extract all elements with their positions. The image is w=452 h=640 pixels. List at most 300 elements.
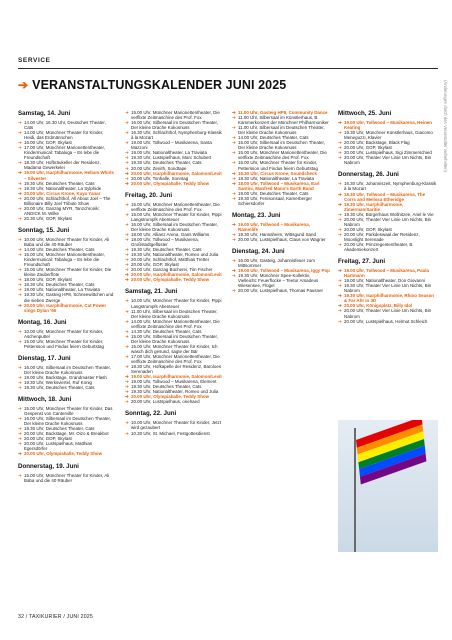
arrow-right-icon: ➔ xyxy=(18,364,22,370)
event-text: 20.00 Uhr, Lustspielhaus, Sigi Zimmerschied xyxy=(344,150,432,156)
arrow-right-icon: ➔ xyxy=(338,226,342,232)
event-text: 20.00 Uhr, Königsplatz, Billy Idol xyxy=(344,303,413,309)
arrow-right-icon: ➔ xyxy=(125,328,129,334)
arrow-right-icon: ➔ xyxy=(232,273,236,279)
arrow-right-icon: ➔ xyxy=(18,277,22,283)
event-item xyxy=(18,416,115,426)
event-text: 19.30 Uhr, Deutsches Theater, Cats xyxy=(131,384,202,390)
arrow-right-icon: ➔ xyxy=(125,308,129,314)
arrow-right-icon: ➔ xyxy=(18,78,29,92)
arrow-right-icon: ➔ xyxy=(125,399,129,405)
event-text: 16.00 Uhr, Silbersaal im Deutschen Theater, Der kleine Drache Kokosnuss xyxy=(131,120,218,131)
event-text: 14.00 Uhr, Münchner Marionettentheater, Die verflixte Zeitmaschine des Prof. Fox xyxy=(131,318,220,329)
calendar-column-3 xyxy=(232,110,330,299)
event-text: 19.00 Uhr, Tollwood – Musikarena, Santa Mazzoni xyxy=(131,140,212,151)
event-text: 19.30 Uhr, Theater Vier Linie Um Nichts, Bin Nabrom xyxy=(344,283,432,294)
event-item xyxy=(232,140,330,150)
event-item xyxy=(338,202,438,212)
arrow-right-icon: ➔ xyxy=(125,272,129,278)
arrow-right-icon: ➔ xyxy=(338,303,342,309)
event-text: 16.30 Uhr, Schlachthof, Nymphenburg-Klassik à la Mozart xyxy=(131,130,222,141)
arrow-right-icon: ➔ xyxy=(125,252,129,258)
arrow-right-icon: ➔ xyxy=(125,155,129,161)
arrow-right-icon: ➔ xyxy=(18,385,22,391)
event-item xyxy=(232,160,330,170)
event-item xyxy=(125,202,223,212)
day-section xyxy=(125,410,223,435)
arrow-right-icon: ➔ xyxy=(18,338,22,344)
arrow-right-icon: ➔ xyxy=(18,195,22,201)
event-item xyxy=(18,451,115,456)
day-heading: Donnerstag, 19. Juni xyxy=(18,462,79,470)
arrow-right-icon: ➔ xyxy=(18,170,22,176)
arrow-right-icon: ➔ xyxy=(18,180,22,186)
arrow-right-icon: ➔ xyxy=(18,441,22,447)
event-item xyxy=(125,399,223,404)
arrow-right-icon: ➔ xyxy=(338,155,342,161)
arrow-right-icon: ➔ xyxy=(125,257,129,263)
event-text: 19.00 Uhr, Tollwood – Musikarena, Paula Hartmann xyxy=(344,268,429,279)
event-text: 20.00 Uhr, Lustspielhaus, Matthias Egersdörfer xyxy=(24,441,93,452)
event-item xyxy=(18,292,115,302)
arrow-right-icon: ➔ xyxy=(125,180,129,186)
event-item xyxy=(232,222,330,232)
event-item xyxy=(18,196,115,206)
arrow-right-icon: ➔ xyxy=(125,247,129,253)
arrow-right-icon: ➔ xyxy=(18,145,22,151)
arrow-right-icon: ➔ xyxy=(338,241,342,247)
event-text: 19.30 Uhr, Deutsches Theater, Cats xyxy=(24,180,95,186)
day-heading: Dienstag, 17. Juni xyxy=(18,354,71,362)
event-text: 20.00 Uhr, Prinzregententheater, B. Akademiekonzert xyxy=(344,241,414,253)
event-text: 20.00 Uhr, GOP, Skylast xyxy=(344,145,392,151)
event-text: 19.00 Uhr, Isarphilharmonie, Helium Whirls – Silvester xyxy=(24,170,115,181)
day-section xyxy=(125,192,223,283)
arrow-right-icon: ➔ xyxy=(338,293,342,299)
event-item xyxy=(18,130,115,140)
arrow-right-icon: ➔ xyxy=(18,416,22,422)
arrow-right-icon: ➔ xyxy=(18,140,22,146)
event-item xyxy=(338,120,438,130)
arrow-right-icon: ➔ xyxy=(338,278,342,284)
event-text: 20.00 Uhr, Schlachthof, All About Joel – The Billionaire Billy Joel Tribute Show xyxy=(24,195,111,206)
event-text: 15.00 Uhr, Münchner Theater für Kinder, Ich wasch dich gesund, sagte der Bär xyxy=(131,343,218,354)
event-text: 15.00 Uhr, Münchner Theater für Kinder, Pettersson und Findus feiern Geburtstag xyxy=(24,338,104,349)
arrow-right-icon: ➔ xyxy=(338,150,342,156)
day-heading: Montag, 16. Juni xyxy=(18,318,67,326)
day-heading: Freitag, 27. Juni xyxy=(338,258,386,266)
arrow-right-icon: ➔ xyxy=(18,190,22,196)
event-item xyxy=(125,344,223,354)
event-item xyxy=(232,150,330,160)
event-text: 20.00 Uhr, Backstage, Mr. Oizo & Breakbot xyxy=(24,431,109,437)
calendar-column-1 xyxy=(18,110,115,489)
event-text: 11.00 Uhr, Silbersaal im Künstlerhaus, B. Kammerkonzert der Münchner Philharmoniker xyxy=(238,115,329,126)
event-text: 14.00 Uhr, Deutsches Theater, Cats xyxy=(24,247,95,253)
arrow-right-icon: ➔ xyxy=(125,343,129,349)
rainbow-flag-photo xyxy=(338,420,438,552)
arrow-right-icon: ➔ xyxy=(18,236,22,242)
arrow-right-icon: ➔ xyxy=(18,426,22,432)
arrow-right-icon: ➔ xyxy=(18,252,22,258)
arrow-right-icon: ➔ xyxy=(232,170,236,176)
page-footer: 32 / TAXIKURIER / JUNI 2025 xyxy=(18,614,93,620)
day-heading: Mittwoch, 25. Juni xyxy=(338,110,392,117)
arrow-right-icon: ➔ xyxy=(125,379,129,385)
event-text: 15.00 Uhr, Münchner Theater für Kinder, Ali Baba und die 40 Räuber xyxy=(24,472,110,483)
arrow-right-icon: ➔ xyxy=(125,277,129,283)
arrow-right-icon: ➔ xyxy=(338,283,342,289)
event-item xyxy=(18,365,115,375)
arrow-right-icon: ➔ xyxy=(125,231,129,237)
arrow-right-icon: ➔ xyxy=(18,328,22,334)
arrow-right-icon: ➔ xyxy=(125,333,129,339)
arrow-right-icon: ➔ xyxy=(18,282,22,288)
event-text: 15.00 Uhr, Silbersaal im Deutschen Theater, Der kleine Drache Kokosnuss xyxy=(131,333,218,344)
arrow-right-icon: ➔ xyxy=(125,110,129,115)
event-item xyxy=(125,431,223,436)
event-text: 19.30 Uhr, Münchner Spee-Kollektiv, Vielleicht: Feuerflocke – Teetur Amadeus Wiesensee, Flügel xyxy=(238,273,319,289)
arrow-right-icon: ➔ xyxy=(18,436,22,442)
event-text: 20.00 Uhr, GOP, Skylast xyxy=(131,262,179,268)
arrow-right-icon: ➔ xyxy=(125,175,129,181)
arrow-right-icon: ➔ xyxy=(18,130,22,136)
arrow-right-icon: ➔ xyxy=(18,302,22,308)
arrow-right-icon: ➔ xyxy=(18,160,22,166)
event-text: 15.00 Uhr, Münchner Theater für Kinder, Die kleine Zauberflöte xyxy=(24,267,112,278)
event-item xyxy=(18,385,115,390)
event-text: 20.00 Uhr, Isarphilharmonie, Cat Power sings Dylan '66 xyxy=(24,302,107,313)
event-text: 11.00 Uhr, Silbersaal im Deutschen Theater, Der kleine Drache Kokosnuss xyxy=(238,125,325,136)
event-text: 20.00 Uhr, Circus Krone, Kaya Yanar xyxy=(24,190,101,196)
event-text: 20.00 Uhr, Lustspielhaus, Thomas Pausner xyxy=(238,288,324,294)
arrow-right-icon: ➔ xyxy=(125,353,129,359)
arrow-right-icon: ➔ xyxy=(18,267,22,273)
arrow-right-icon: ➔ xyxy=(125,160,129,166)
event-text: 20.00 Uhr, Schlachthof, Matthias Tretter xyxy=(131,257,210,263)
arrow-right-icon: ➔ xyxy=(232,195,236,201)
event-text: 18.00 Uhr, Allianz Arena, Gans Williams xyxy=(131,231,210,237)
section-label: SERVICE xyxy=(18,57,51,64)
event-text: 10.30 Uhr, St. Michael, Festgottesdienst xyxy=(131,430,210,436)
event-item xyxy=(125,319,223,329)
event-text: 10.00 Uhr, Münchner Theater für Kinder, Aschenputtel xyxy=(24,328,104,339)
event-item xyxy=(125,298,223,308)
event-text: 15.00 Uhr, Münchner Marionettentheater, Kindermusical: Tabaluga – Es lebe die Freundschaft xyxy=(24,252,105,268)
event-text: 10.00 Uhr, Münchner Theater für Kinder, Pippi Langstrumpfs Abenteuer xyxy=(131,298,222,309)
event-item xyxy=(125,181,223,186)
day-section xyxy=(125,110,223,186)
arrow-right-icon: ➔ xyxy=(125,430,129,436)
event-text: 19.30 Uhr, Deutsches Theater, Cats xyxy=(131,160,202,166)
event-text: 15.00 Uhr, Münchner Theater für Kinder, Pippi Langstrumpfs Abenteuer xyxy=(131,211,222,222)
arrow-right-icon: ➔ xyxy=(338,191,342,197)
event-item xyxy=(125,354,223,364)
event-text: 20.00 Uhr, Isarphilharmonie, Salomon/Levit xyxy=(131,272,222,278)
event-text: 19.00 Uhr, Backstage, Grandmaster Flash xyxy=(24,374,107,380)
arrow-right-icon: ➔ xyxy=(125,262,129,268)
day-section xyxy=(232,212,330,242)
arrow-right-icon: ➔ xyxy=(125,298,129,304)
arrow-right-icon: ➔ xyxy=(338,145,342,151)
arrow-right-icon: ➔ xyxy=(125,384,129,390)
event-text: 19.00 Uhr, Nationaltheater, Don Giovanni xyxy=(344,278,425,284)
event-text: 19.00 Uhr, Tollwood – Musikarena, Rammlife xyxy=(238,221,310,232)
event-item xyxy=(18,120,115,130)
day-section xyxy=(338,110,438,165)
event-item xyxy=(338,319,438,324)
calendar-column-2 xyxy=(125,110,223,442)
arrow-right-icon: ➔ xyxy=(338,231,342,237)
event-item xyxy=(232,237,330,242)
event-item xyxy=(125,222,223,232)
event-item xyxy=(232,125,330,135)
event-text: 20.00 Uhr, Parkdeswaal der Residenz, Moonlight Serenade xyxy=(344,231,420,242)
event-text: 14.00 Uhr, Münchner Theater für Kinder, Heidi, das Erdmännchen xyxy=(24,130,104,141)
event-text: 16.30 Uhr, Circus Krone, Soundcheck xyxy=(238,170,317,176)
arrow-right-icon: ➔ xyxy=(338,140,342,146)
arrow-right-icon: ➔ xyxy=(125,130,129,136)
arrow-right-icon: ➔ xyxy=(125,389,129,395)
arrow-right-icon: ➔ xyxy=(338,181,342,187)
event-text: 19.00 Uhr, Nationaltheater, La Traviata xyxy=(24,287,100,293)
event-text: 20.00 Uhr, Theater Vier Linie Um Nichts, Bin Nabrom xyxy=(344,216,432,227)
event-text: 19.30 Uhr, Isarphilharmonie, Zimerman/Saritie xyxy=(344,201,404,212)
event-text: 18.30 Uhr, Nationaltheater, La Traviata xyxy=(238,175,314,181)
event-text: 17.00 Uhr, Münchner Marionettentheater, Die verflixte Zeitmaschine des Prof. Fox xyxy=(131,353,220,365)
event-text: 19.30 Uhr, Hansaheim, Wittsgund Sand xyxy=(238,231,316,237)
arrow-right-icon: ➔ xyxy=(125,165,129,171)
arrow-right-icon: ➔ xyxy=(125,120,129,126)
event-text: 20.00 Uhr, GOP, Skylast xyxy=(344,226,392,232)
arrow-right-icon: ➔ xyxy=(18,205,22,211)
event-item xyxy=(125,110,223,120)
day-section xyxy=(18,227,115,313)
arrow-right-icon: ➔ xyxy=(125,211,129,217)
event-text: 15.00 Uhr, Münchner Marionettentheater, Die verflixte Zeitmaschine des Prof. Fox xyxy=(131,110,220,121)
event-text: 19.30 Uhr, Münchner Künstlerhaus, Giacomo Meneguzzi, Klavier xyxy=(344,130,433,141)
event-item xyxy=(125,309,223,319)
day-section xyxy=(338,258,438,324)
day-heading: Montag, 23. Juni xyxy=(232,211,281,219)
arrow-right-icon: ➔ xyxy=(232,288,236,294)
event-item xyxy=(338,242,438,252)
event-text: 18.30 Uhr, Tollwood – Musikarena, The Corrs and Melissa Etheridge xyxy=(344,191,426,202)
event-item xyxy=(232,273,330,288)
event-item xyxy=(18,406,115,416)
event-item xyxy=(125,120,223,130)
event-item xyxy=(18,329,115,339)
day-heading: Sonntag, 15. Juni xyxy=(18,226,70,234)
day-heading: Samstag, 14. Juni xyxy=(18,110,71,117)
event-text: 20.00 Uhr, Lustspielhaus, onehaed xyxy=(131,399,200,405)
event-text: 16.00 Uhr, Silbersaal im Deutschen Theater, Der kleine Drache Kokosnuss xyxy=(131,221,218,232)
day-heading: Freitag, 20. Juni xyxy=(125,191,173,199)
event-text: 19.30 Uhr, Fenisonsaal, Kamerberger Schiersdorfer xyxy=(238,195,312,206)
day-section xyxy=(18,319,115,349)
event-text: 19.00 Uhr, Tollwood – Musikarena, Heinen Keating xyxy=(344,120,432,131)
event-text: 20.00 Uhr, Tonhalle, Sonntag xyxy=(131,175,189,181)
event-text: 19.30 Uhr, Lustspielhaus, Marc Schubert xyxy=(131,155,212,161)
page-title xyxy=(18,78,286,92)
event-text: 11.00 Uhr, Gasteig HP8, Community Dance xyxy=(238,110,328,115)
event-text: 19.30 Uhr, Nationaltheater, Romeo und Julia xyxy=(131,389,219,395)
event-text: 20.30 Uhr, GOP, Skylast xyxy=(24,215,72,221)
event-item xyxy=(18,339,115,349)
event-text: 16.30 Uhr, Johanniszeit, Nymphenburg-Klassik à la Mozart xyxy=(344,181,437,192)
arrow-right-icon: ➔ xyxy=(232,160,236,166)
event-text: 20.00 Uhr, Lustspielhaus, Helmut Schleich xyxy=(344,318,428,324)
event-text: 20.00 Uhr, Olympiahalle, Teddy Show xyxy=(131,277,210,283)
day-heading: Mittwoch, 18. Juni xyxy=(18,396,72,404)
arrow-right-icon: ➔ xyxy=(338,216,342,222)
event-item xyxy=(18,267,115,277)
event-item xyxy=(125,334,223,344)
event-text: 20.00 Uhr, Theater Vier Linie Um Nichts, Bin Nabrom xyxy=(344,308,432,319)
arrow-right-icon: ➔ xyxy=(232,180,236,186)
arrow-right-icon: ➔ xyxy=(125,364,129,370)
arrow-right-icon: ➔ xyxy=(232,140,236,146)
event-text: 16.00 Uhr, Münchner Theater für Kinder, Pettersson und Findus feiern Geburtstag xyxy=(238,160,318,171)
event-item xyxy=(18,160,115,170)
event-item xyxy=(232,196,330,206)
calendar-column-4 xyxy=(338,110,438,330)
event-item xyxy=(338,130,438,140)
arrow-right-icon: ➔ xyxy=(338,318,342,324)
event-item xyxy=(18,206,115,216)
event-item xyxy=(338,217,438,227)
event-text: 19.00 Uhr, Nationaltheater, La Traviata xyxy=(131,150,207,156)
event-item xyxy=(125,237,223,247)
event-item xyxy=(125,212,223,222)
event-text: 18.30 Uhr, Deutsches Theater, Cats xyxy=(24,282,95,288)
event-text: 20.00 Uhr, Isarphilharmonie, Salomon/Levit xyxy=(131,170,222,176)
arrow-right-icon: ➔ xyxy=(125,150,129,156)
event-item xyxy=(125,140,223,150)
arrow-right-icon: ➔ xyxy=(18,292,22,298)
arrow-right-icon: ➔ xyxy=(125,267,129,273)
event-text: 18.00 Uhr, Tollwood – Musikarena, Großstadtgeflüster xyxy=(131,237,199,248)
event-text: 18.30 Uhr, Hofkapelle der Residenz, Baroloes Serenaden xyxy=(131,364,222,375)
event-text: 14.00 Uhr, Deutsches Theater, Cats xyxy=(238,135,309,141)
event-item xyxy=(338,181,438,191)
event-text: 20.00 Uhr, Backstage, Black Flag xyxy=(344,140,410,146)
event-text: 19.30 Uhr, Isarphilharmonie, Rhino Season & Far Ahr in 3D xyxy=(344,293,435,304)
event-text: 15.00 Uhr, Silbersaal im Deutschen Theater, Der kleine Drache Kokosnuss xyxy=(238,140,325,151)
event-text: 19.00 Uhr, Isarphilharmonie, Salomon/Levit xyxy=(131,374,222,380)
arrow-right-icon: ➔ xyxy=(18,379,22,385)
event-item xyxy=(338,268,438,278)
day-heading: Donnerstag, 26. Juni xyxy=(338,171,399,179)
section-divider xyxy=(18,68,438,69)
arrow-right-icon: ➔ xyxy=(232,190,236,196)
event-text: 19.30 Uhr, Deutsches Theater, Cats xyxy=(131,247,202,253)
event-item xyxy=(18,237,115,247)
event-item xyxy=(338,308,438,318)
event-item xyxy=(18,303,115,313)
day-heading: Dienstag, 24. Juni xyxy=(232,248,285,256)
arrow-right-icon: ➔ xyxy=(125,374,129,380)
arrow-right-icon: ➔ xyxy=(338,130,342,136)
event-text: 18.00 Uhr, Tollwood – Musikarena, Earl Santini, Manfred Mann's Earth Band xyxy=(238,180,320,191)
event-text: 15.00 Uhr, Münchner Theater für Kinder, Das Gespenst von Canterville xyxy=(24,406,113,417)
event-text: 14.30 Uhr, Deutsches Theater, Cats xyxy=(131,328,202,334)
day-section xyxy=(232,110,330,206)
arrow-right-icon: ➔ xyxy=(18,215,22,221)
event-item xyxy=(232,181,330,191)
event-text: 19.30 Uhr, Nationaltheater, La Sylphide xyxy=(24,185,102,191)
arrow-right-icon: ➔ xyxy=(338,308,342,314)
arrow-right-icon: ➔ xyxy=(125,237,129,243)
arrow-right-icon: ➔ xyxy=(125,420,129,426)
event-item xyxy=(338,155,438,165)
event-text: 20.00 Uhr, Olympiahalle, Teddy Show xyxy=(131,180,210,186)
event-item xyxy=(232,258,330,268)
arrow-right-icon: ➔ xyxy=(18,120,22,125)
arrow-right-icon: ➔ xyxy=(232,150,236,156)
event-text: 19.00 Uhr, Tollwood – Musikarena, Element xyxy=(131,379,217,385)
event-text: 16.00 Uhr, Gasteig, Johannisfeuer zum Mittsommer xyxy=(238,258,315,269)
event-text: 20.00 Uhr, Olympiahalle, Teddy Show xyxy=(131,394,210,400)
day-section xyxy=(232,248,330,293)
event-text: 20.00 Uhr, Zenith, Sondtape xyxy=(131,165,187,171)
day-section xyxy=(18,355,115,390)
arrow-right-icon: ➔ xyxy=(232,231,236,237)
event-item xyxy=(18,216,115,221)
event-text: 18.30 Uhr, Hofbräukeller der Residenz, Madama Gewerkelei xyxy=(24,160,101,171)
event-item xyxy=(338,232,438,242)
arrow-right-icon: ➔ xyxy=(125,201,129,207)
event-text: 18.00 Uhr, GOP, Skylast xyxy=(24,277,72,283)
event-item xyxy=(232,115,330,125)
event-item xyxy=(125,420,223,430)
event-item xyxy=(125,364,223,374)
arrow-right-icon: ➔ xyxy=(18,431,22,437)
arrow-right-icon: ➔ xyxy=(125,318,129,324)
event-text: 14.00 Uhr, 16.30 Uhr, Deutsches Theater, Cats xyxy=(24,120,106,131)
arrow-right-icon: ➔ xyxy=(338,120,342,125)
event-text: 11.00 Uhr, Silbersaal im Deutschen Theater, Der kleine Drache Kokosnuss xyxy=(131,308,218,319)
day-heading: Samstag, 21. Juni xyxy=(125,288,178,296)
side-note: (Änderungen durch den Veranstalter vorbehalten) xyxy=(443,80,448,172)
arrow-right-icon: ➔ xyxy=(232,221,236,227)
event-text: 20.00 Uhr, Ganzag Bücherei, Tim Fischer xyxy=(131,267,213,273)
arrow-right-icon: ➔ xyxy=(232,110,236,115)
page-title-text: VERANSTALTUNGSKALENDER JUNI 2025 xyxy=(32,78,287,92)
event-text: 19.30 Uhr, Deutsches Theater, Cats xyxy=(24,426,95,432)
event-text: 19.00 Uhr, Deutsches Theater, Cats xyxy=(238,190,309,196)
arrow-right-icon: ➔ xyxy=(232,268,236,274)
event-text: 19.30 Uhr, Werksviertel, Ruf König xyxy=(24,379,92,385)
arrow-right-icon: ➔ xyxy=(232,175,236,181)
day-heading: Sonntag, 22. Juni xyxy=(125,410,177,418)
event-text: 15.00 Uhr, Münchner Marionettentheater, Die verflixte Zeitmaschine des Prof. Fox xyxy=(131,201,220,212)
day-section xyxy=(18,463,115,483)
event-item xyxy=(18,170,115,180)
event-text: 20.00 Uhr, Olympiahalle, Teddy Show xyxy=(24,451,103,457)
day-section xyxy=(18,110,115,221)
arrow-right-icon: ➔ xyxy=(232,115,236,121)
event-item xyxy=(18,473,115,483)
event-text: 10.00 Uhr, Münchner Theater für Kinder, Ali Baba und die 40 Räuber xyxy=(24,236,110,247)
event-item xyxy=(125,277,223,282)
event-item xyxy=(338,293,438,303)
day-section xyxy=(338,171,438,252)
event-text: 10.00 Uhr, Münchner Theater für Kinder, Jetzt wird gezaubert xyxy=(131,420,221,431)
day-section xyxy=(18,396,115,456)
day-section xyxy=(125,288,223,404)
arrow-right-icon: ➔ xyxy=(232,258,236,264)
